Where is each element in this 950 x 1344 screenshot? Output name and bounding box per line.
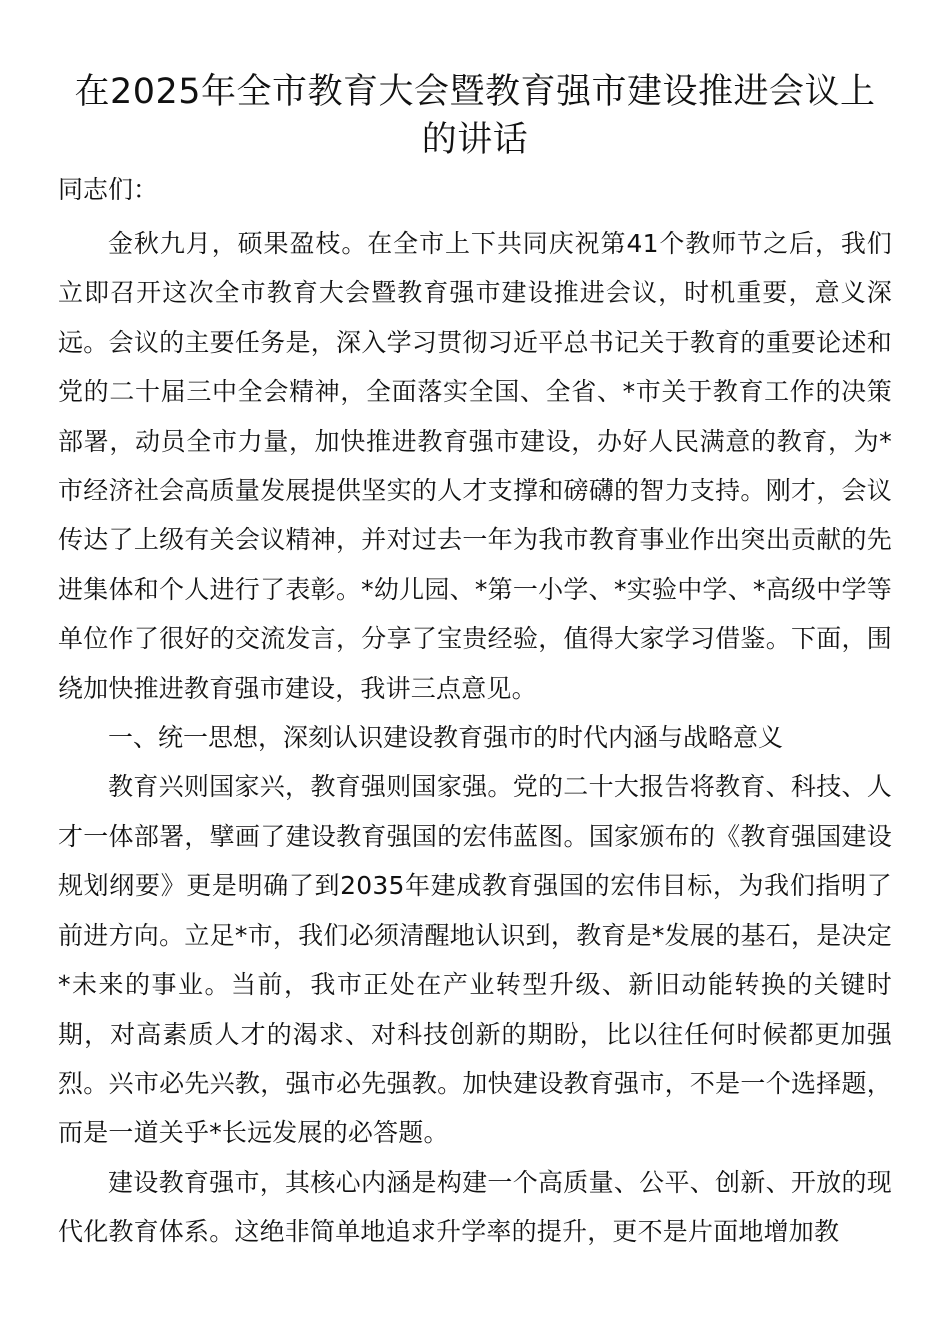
section-1-paragraph-1: 教育兴则国家兴，教育强则国家强。党的二十大报告将教育、科技、人才一体部署，擘画了建设教育强国的宏伟蓝图。国家颁布的《教育强国建设规划纲要》更是明确了到2035年建成教育强国的宏伟目标，为我们指明了前进方向。立足*市，我们必须清醒地认识到，教育是*发展的基石，是决定*未来的事业。当前，我市正处在产业转型升级、新旧动能转换的关键时期，对高素质人才的渴求、对科技创新的期盼，比以往任何时候都更加强烈。兴市必先兴教，强市必先强教。加快建设教育强市，不是一个选择题，而是一道关乎*长远发展的必答题。 (58, 772, 892, 1148)
salutation: 同志们： (58, 175, 159, 204)
opening-paragraph: 金秋九月，硕果盈枝。在全市上下共同庆祝第41个教师节之后，我们立即召开这次全市教育大会暨教育强市建设推进会议，时机重要，意义深远。会议的主要任务是，深入学习贯彻习近平总书记关于教育的重要论述和党的二十届三中全会精神，全面落实全国、全省、*市关于教育工作的决策部署，动员全市力量，加快推进教育强市建设，办好人民满意的教育，为*市经济社会高质量发展提供坚实的人才支撑和磅礴的智力支持。刚才，会议传达了上级有关会议精神，并对过去一年为我市教育事业作出突出贡献的先进集体和个人进行了表彰。*幼儿园、*第一小学、*实验中学、*高级中学等单位作了很好的交流发言，分享了宝贵经验，值得大家学习借鉴。下面，围绕加快推进教育强市建设，我讲三点意见。 (58, 229, 892, 703)
section-heading-1: 一、统一思想，深刻认识建设教育强市的时代内涵与战略意义 (108, 723, 784, 753)
document-title: 在2025年全市教育大会暨教育强市建设推进会议上的讲话 (74, 72, 876, 160)
document-body (58, 219, 892, 1257)
section-1-paragraph-2: 建设教育强市，其核心内涵是构建一个高质量、公平、创新、开放的现代化教育体系。这绝非简单地追求升学率的提升，更不是片面地增加教 (58, 1167, 892, 1247)
